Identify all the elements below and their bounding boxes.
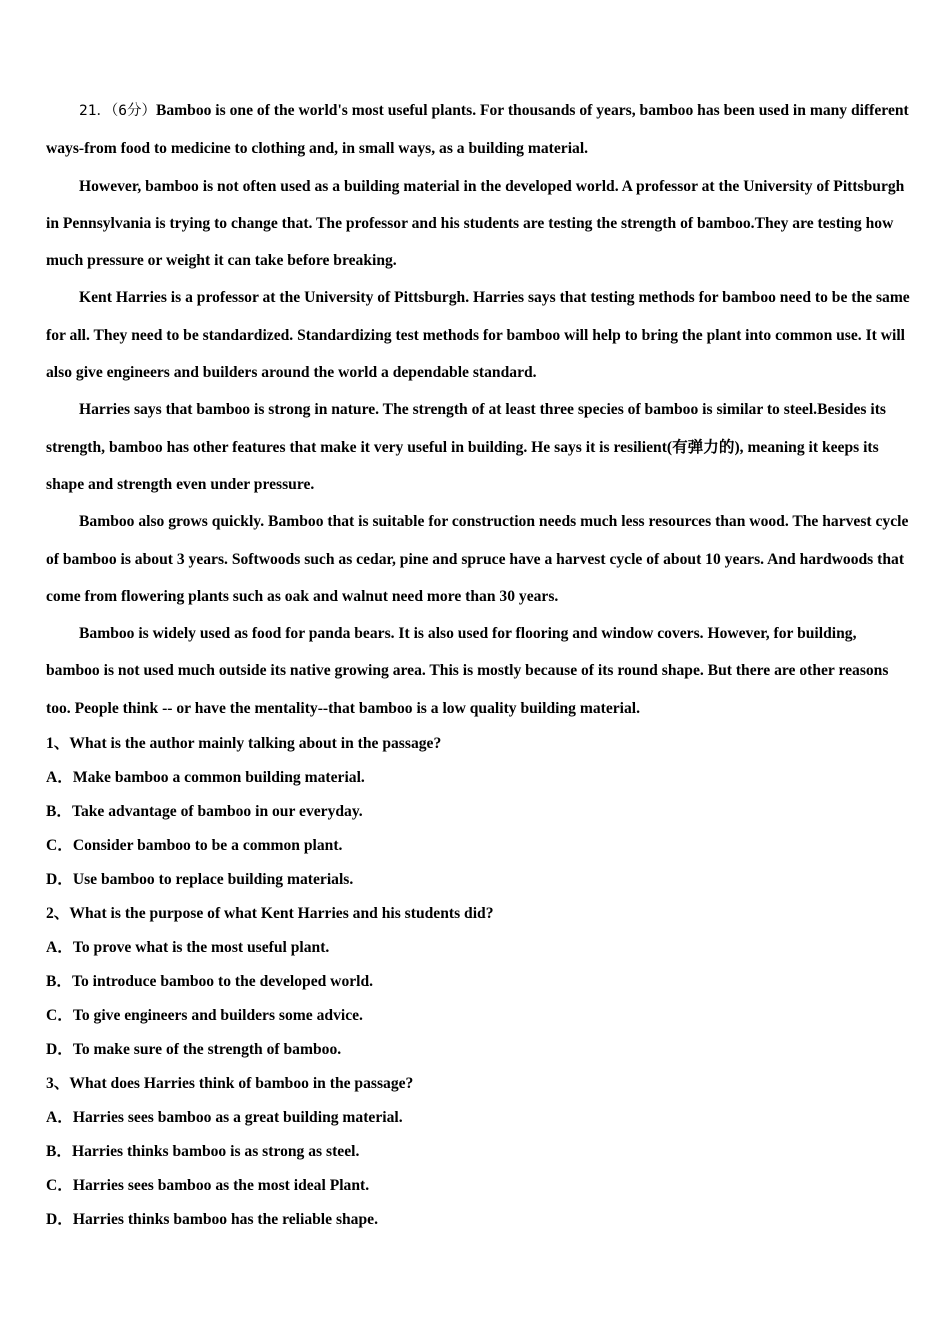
reading-passage [46,92,912,727]
option-d: D．Harries thinks bamboo has the reliable shape. [46,1211,378,1229]
question-1 [46,727,912,897]
option-b: B．Harries thinks bamboo is as strong as steel. [46,1143,360,1161]
question-list [46,727,912,1237]
option-c: C．To give engineers and builders some advice. [46,1007,363,1025]
passage-paragraph-1 [46,92,912,168]
question-3 [46,1067,912,1237]
passage-paragraph-5: Bamboo also grows quickly. Bamboo that is suitable for construction needs much less resources than wood. The harvest cycle of bamboo is about 3 years. Softwoods such as cedar, pine and spruce have a harvest cycle of about 10 years. And hardwoods that come from flowering plants such as oak and walnut need more than 30 years. [46,513,909,605]
question-number: 21．（6分） [79,103,156,119]
passage-paragraph-4: Harries says that bamboo is strong in nature. The strength of at least three species of bamboo is similar to steel.Besides its strength, bamboo has other features that make it very useful in building. He says it is resilient(有弹力的), meaning it keeps its shape and strength even under pressure. [46,401,886,493]
option-b: B．To introduce bamboo to the developed world. [46,973,374,991]
option-d: D．To make sure of the strength of bamboo. [46,1041,342,1059]
option-a: A．To prove what is the most useful plant. [46,939,330,957]
option-c: C．Consider bamboo to be a common plant. [46,837,343,855]
passage-paragraph-6: Bamboo is widely used as food for panda bears. It is also used for flooring and window covers. However, for building, bamboo is not used much outside its native growing area. This is mostly because of its round shape. But there are other reasons too. People think -- or have the mentality--that bamboo is a low quality building material. [46,625,889,717]
question-stem: 3、What does Harries think of bamboo in the passage? [46,1075,414,1093]
option-a: A．Make bamboo a common building material. [46,769,365,787]
question-stem: 1、What is the author mainly talking about in the passage? [46,735,442,753]
question-2 [46,897,912,1067]
option-a: A．Harries sees bamboo as a great building material. [46,1109,403,1127]
passage-paragraph-2: However, bamboo is not often used as a building material in the developed world. A professor at the University of Pittsburgh in Pennsylvania is trying to change that. The professor and his students are testing the strength of bamboo.They are testing how much pressure or weight it can take before breaking. [46,177,905,270]
question-stem: 2、What is the purpose of what Kent Harries and his students did? [46,905,494,923]
option-d: D．Use bamboo to replace building materials. [46,871,354,889]
passage-paragraph-3: Kent Harries is a professor at the University of Pittsburgh. Harries says that testing methods for bamboo need to be the same for all. They need to be standardized. Standardizing test methods for bamboo will help to bring the plant into common use. It will also give engineers and builders around the world a dependable standard. [46,289,910,382]
option-c: C．Harries sees bamboo as the most ideal Plant. [46,1177,370,1195]
option-b: B．Take advantage of bamboo in our everyday. [46,803,363,821]
paragraph-text: Bamboo is one of the world's most useful plants. For thousands of years, bamboo has been used in many different ways-from food to medicine to clothing and, in small ways, as a building material. [46,102,909,158]
document-page [46,92,912,1237]
